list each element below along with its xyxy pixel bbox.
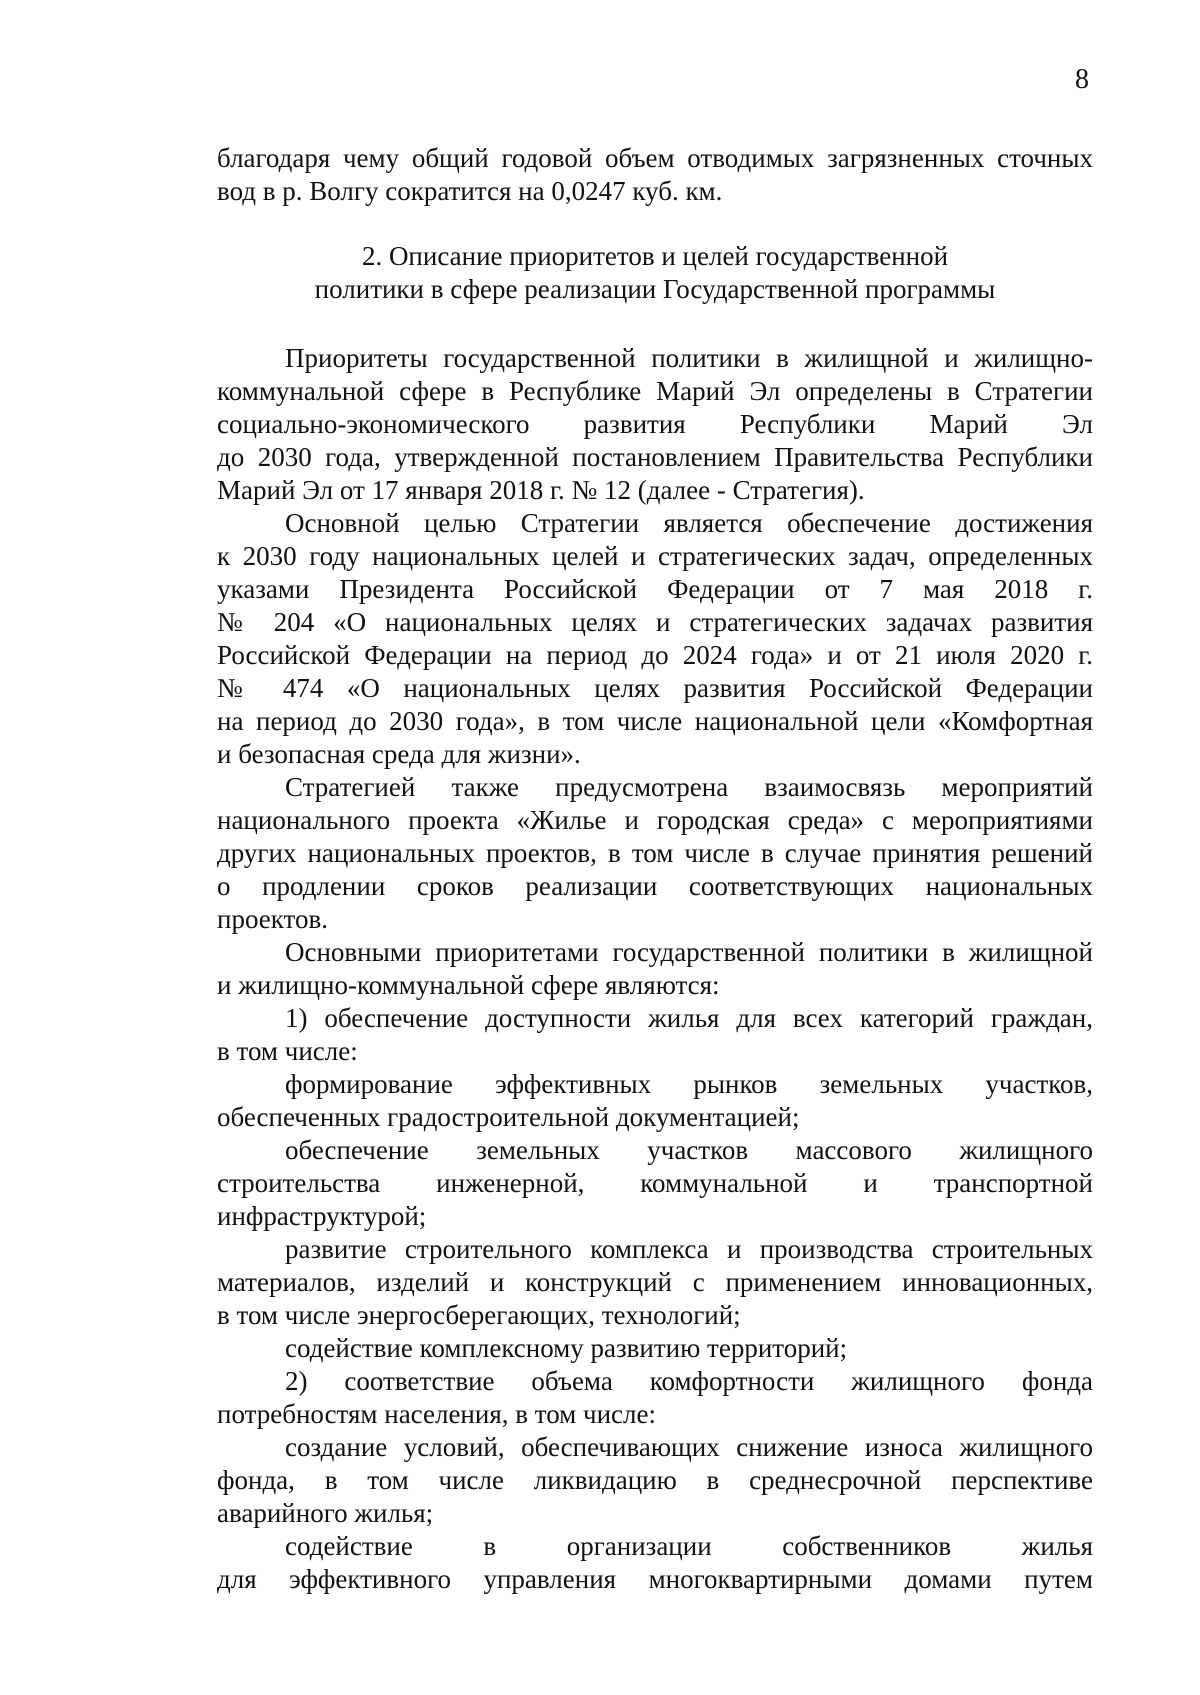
text-line: потребностям населения, в том числе: bbox=[217, 1399, 656, 1429]
text-line: до 2030 года, утвержденной постановлением Правительства Республики bbox=[217, 442, 1093, 472]
text-line: социально-экономического развития Республики Марий Эл bbox=[217, 409, 1093, 439]
text-line: обеспеченных градостроительной документацией; bbox=[217, 1102, 800, 1132]
text-line: № 474 «О национальных целях развития Российской Федерации bbox=[217, 673, 1093, 703]
text-line: Марий Эл от 17 января 2018 г. № 12 (далее - Стратегия). bbox=[217, 475, 865, 505]
text-line: инфраструктурой; bbox=[217, 1201, 427, 1231]
text-line: вод в р. Волгу сократится на 0,0247 куб. км. bbox=[217, 176, 723, 206]
text-line: о продлении сроков реализации соответствующих национальных bbox=[217, 871, 1093, 901]
list-item: развитие строительного комплекса и производства строительных bbox=[285, 1234, 1093, 1264]
list-item: формирование эффективных рынков земельных участков, bbox=[285, 1069, 1093, 1099]
text-line: национального проекта «Жилье и городская среда» с мероприятиями bbox=[217, 805, 1093, 835]
text-line: Российской Федерации на период до 2024 года» и от 21 июля 2020 г. bbox=[217, 640, 1093, 670]
text-line: Стратегией также предусмотрена взаимосвязь мероприятий bbox=[285, 772, 1093, 802]
text-line: аварийного жилья; bbox=[217, 1498, 434, 1528]
text-line: в том числе: bbox=[217, 1036, 358, 1066]
text-line: к 2030 году национальных целей и стратегических задач, определенных bbox=[217, 541, 1093, 571]
text-line: указами Президента Российской Федерации от 7 мая 2018 г. bbox=[217, 574, 1093, 604]
text-line: для эффективного управления многоквартирными домами путем bbox=[217, 1564, 1093, 1594]
text-line: строительства инженерной, коммунальной и транспортной bbox=[217, 1168, 1093, 1198]
text-line: коммунальной сфере в Республике Марий Эл определены в Стратегии bbox=[217, 376, 1093, 406]
list-item: содействие в организации собственников жилья bbox=[285, 1531, 1093, 1561]
list-item: 1) обеспечение доступности жилья для всех категорий граждан, bbox=[285, 1003, 1093, 1033]
list-item: содействие комплексному развитию территорий; bbox=[285, 1333, 848, 1363]
text-line: фонда, в том числе ликвидацию в среднесрочной перспективе bbox=[217, 1465, 1093, 1495]
text-line: Основными приоритетами государственной политики в жилищной bbox=[285, 937, 1093, 967]
heading-line: политики в сфере реализации Государственной программы bbox=[314, 274, 996, 304]
text-line: других национальных проектов, в том числе в случае принятия решений bbox=[217, 838, 1093, 868]
intro-paragraph bbox=[217, 142, 1093, 208]
text-line: материалов, изделий и конструкций с применением инновационных, bbox=[217, 1267, 1093, 1297]
text-line: проектов. bbox=[217, 904, 328, 934]
list-item: 2) соответствие объема комфортности жилищного фонда bbox=[285, 1366, 1093, 1396]
text-line: Основной целью Стратегии является обеспечение достижения bbox=[285, 508, 1093, 538]
text-line: и безопасная среда для жизни». bbox=[217, 739, 581, 769]
heading-line: 2. Описание приоритетов и целей государственной bbox=[361, 241, 949, 271]
text-line: в том числе энергосберегающих, технологий; bbox=[217, 1300, 741, 1330]
list-item: создание условий, обеспечивающих снижение износа жилищного bbox=[285, 1432, 1093, 1462]
section-body bbox=[217, 342, 1093, 1596]
page-number: 8 bbox=[1075, 64, 1089, 95]
text-line: Приоритеты государственной политики в жилищной и жилищно- bbox=[285, 343, 1093, 373]
text-line: и жилищно-коммунальной сфере являются: bbox=[217, 970, 720, 1000]
text-line: благодаря чему общий годовой объем отводимых загрязненных сточных bbox=[217, 143, 1093, 173]
text-line: на период до 2030 года», в том числе национальной цели «Комфортная bbox=[217, 706, 1093, 736]
section-heading bbox=[217, 240, 1093, 306]
list-item: обеспечение земельных участков массового жилищного bbox=[285, 1135, 1093, 1165]
text-line: № 204 «О национальных целях и стратегических задачах развития bbox=[217, 607, 1093, 637]
